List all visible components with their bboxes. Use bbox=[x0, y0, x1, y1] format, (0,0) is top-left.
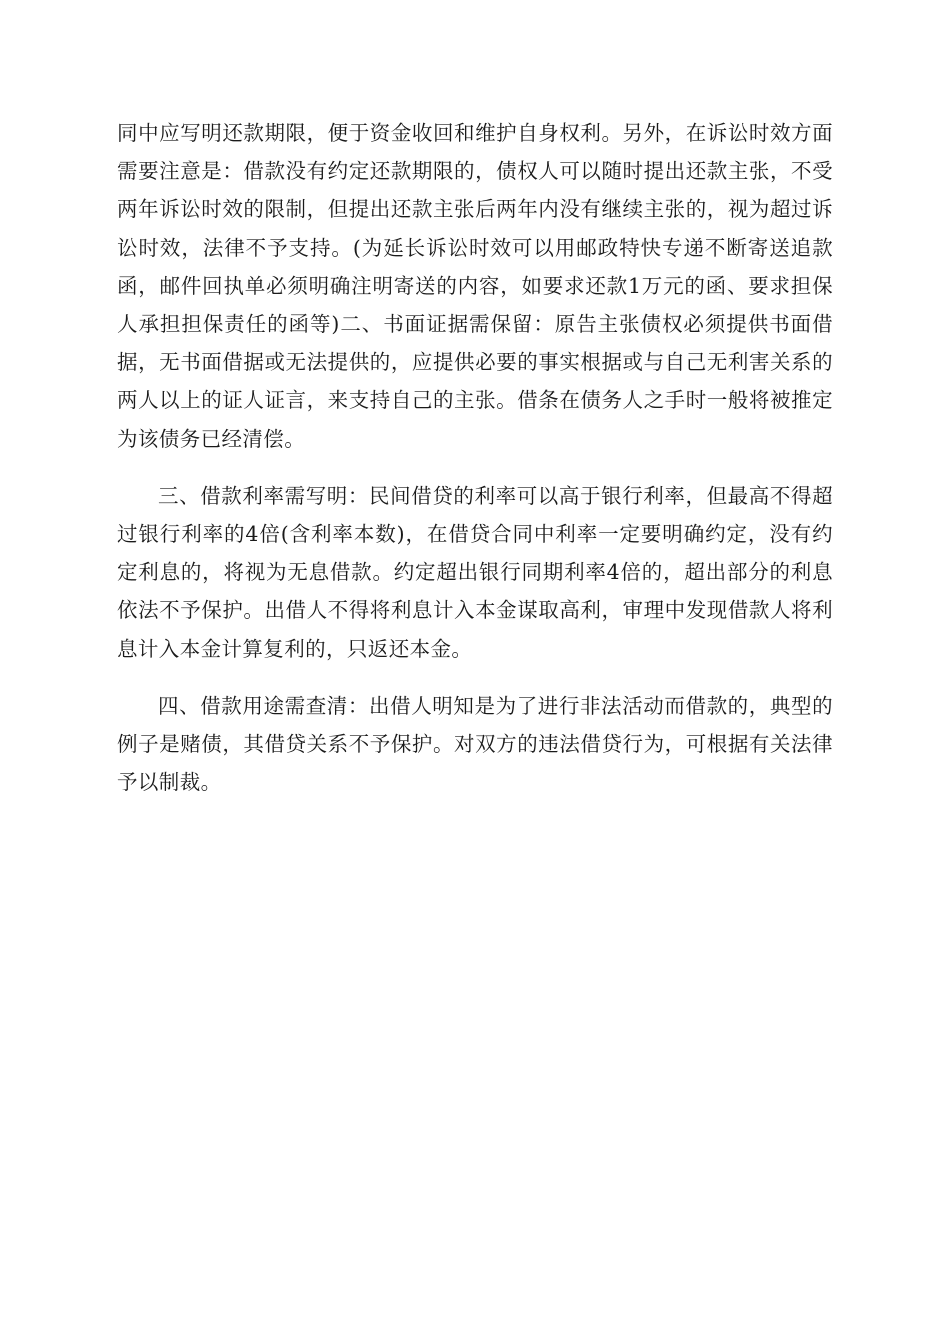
paragraph-loan-purpose: 四、借款用途需查清：出借人明知是为了进行非法活动而借款的，典型的例子是赌债，其借贷关系不予保护。对双方的违法借贷行为，可根据有关法律予以制裁。 bbox=[117, 693, 833, 795]
paragraph-interest-rate: 三、借款利率需写明：民间借贷的利率可以高于银行利率，但最高不得超过银行利率的4倍(含利率本数)，在借贷合同中利率一定要明确约定，没有约定利息的，将视为无息借款。约定超出银行同期利率4倍的，超出部分的利息依法不予保护。出借人不得将利息计入本金谋取高利，审理中发现借款人将利息计入本金计算复利的，只返还本金。 bbox=[117, 483, 833, 661]
document-page bbox=[117, 114, 833, 801]
paragraph-continuation: 同中应写明还款期限，便于资金收回和维护自身权利。另外，在诉讼时效方面需要注意是：借款没有约定还款期限的，债权人可以随时提出还款主张，不受两年诉讼时效的限制，但提出还款主张后两年内没有继续主张的，视为超过诉讼时效，法律不予支持。(为延长诉讼时效可以用邮政特快专递不断寄送追款函，邮件回执单必须明确注明寄送的内容，如要求还款1万元的函、要求担保人承担担保责任的函等)二、书面证据需保留：原告主张债权必须提供书面借据，无书面借据或无法提供的，应提供必要的事实根据或与自己无利害关系的两人以上的证人证言，来支持自己的主张。借条在债务人之手时一般将被推定为该债务已经清偿。 bbox=[117, 121, 833, 451]
